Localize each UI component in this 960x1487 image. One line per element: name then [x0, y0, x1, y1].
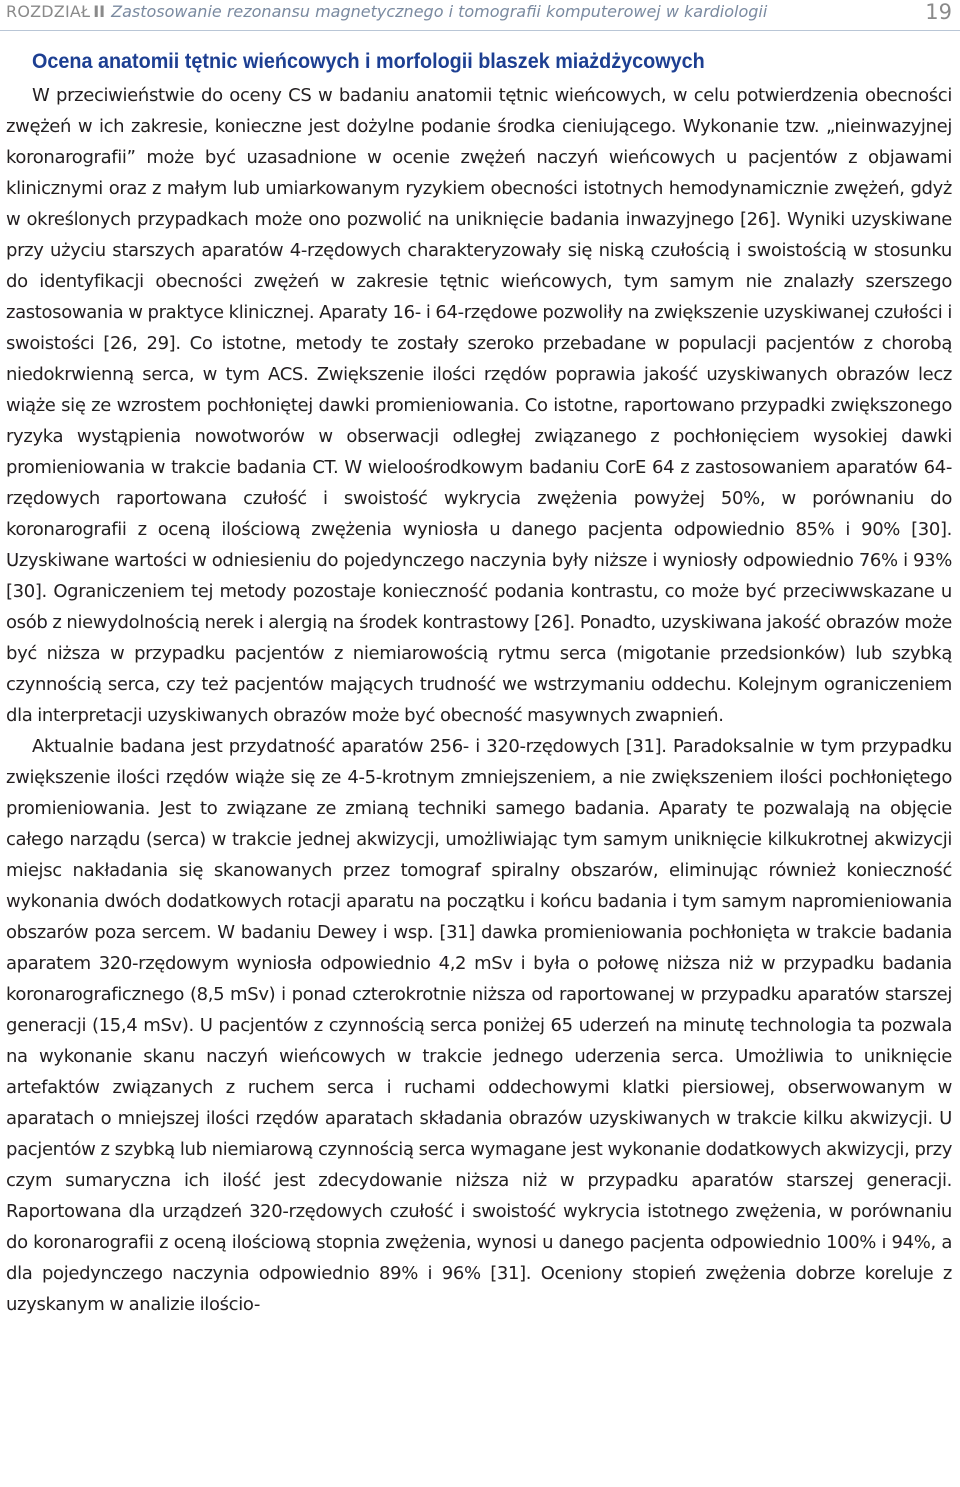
paragraph-1: W przeciwieństwie do oceny CS w badaniu anatomii tętnic wieńcowych, w celu potwierdzenia obecności zwężeń w ich zakresie, konieczne jest dożylne podanie środka cieniującego. Wykonanie tzw. „nieinwazyjnej koronarografii” może być uzasadnione w ocenie zwężeń naczyń wieńcowych u pacjentów z objawami klinicznymi oraz z małym lub umiarkowanym ryzykiem obecności istotnych hemodynamicznie zwężeń, gdyż w określonych przypadkach może ono pozwolić na uniknięcie badania inwazyjnego [26]. Wyniki uzyskiwane przy użyciu starszych aparatów 4-rzędowych charakteryzowały się niską czułością i swoistością w stosunku do identyfikacji obecności zwężeń w zakresie tętnic wieńcowych, tym samym nie znalazły szerszego zastosowania w praktyce klinicznej. Aparaty 16- i 64-rzędowe pozwoliły na zwiększenie uzyskiwanej czułości i swoistości [26, 29]. Co istotne, metody te zostały szeroko przebadane w populacji pacjentów z chorobą niedokrwienną serca, w tym ACS. Zwiększenie ilości rzędów poprawia jakość uzyskiwanych obrazów lecz wiąże się ze wzrostem pochłoniętej dawki promieniowania. Co istotne, raportowano przypadki zwiększonego ryzyka wystąpienia nowotworów w obserwacji odległej związanego z pochłonięciem wysokiej dawki promieniowania w trakcie badania CT. W wieloośrodkowym badaniu CorE 64 z zastosowaniem aparatów 64-rzędowych raportowana czułość i swoistość wykrycia zwężenia powyżej 50%, w porównaniu do koronarografii z oceną ilościową zwężenia wyniosła u danego pacjenta odpowiednio 85% i 90% [30]. Uzyskiwane wartości w odniesieniu do pojedynczego naczynia były niższe i wyniosły odpowiednio 76% i 93% [30]. Ograniczeniem tej metody pozostaje konieczność podania kontrastu, co może być przeciwwskazane u osób z niewydolnością nerek i alergią na środek kontrastowy [26]. Ponadto, uzyskiwana jakość obrazów może być niższa w przypadku pacjentów z niemiarowością rytmu serca (migotanie przedsionków) lub szybką czynnością serca, czy też pacjentów mających trudność we wstrzymaniu oddechu. Kolejnym ograniczeniem dla interpretacji uzyskiwanych obrazów może być obecność masywnych zwapnień. [6, 84, 952, 726]
running-title: Zastosowanie rezonansu magnetycznego i tomografii komputerowej w kardiologii [111, 2, 768, 21]
article-body [6, 48, 952, 1320]
chapter-number: II [93, 2, 106, 21]
header-left [6, 2, 767, 21]
section-heading: Ocena anatomii tętnic wieńcowych i morfologii blaszek miażdżycowych [32, 49, 705, 73]
running-header [0, 0, 960, 30]
paragraph-2: Aktualnie badana jest przydatność aparatów 256- i 320-rzędowych [31]. Paradoksalnie w tym przypadku zwiększenie ilości rzędów wiąże się ze 4-5-krotnym zmniejszeniem, a nie zwiększeniem ilości pochłoniętego promieniowania. Jest to związane ze zmianą techniki samego badania. Aparaty te pozwalają na objęcie całego narządu (serca) w trakcie jednej akwizycji, umożliwiając tym samym uniknięcie kilkukrotnej akwizycji miejsc nakładania się skanowanych przez tomograf spiralny obszarów, eliminując również konieczność wykonania dwóch dodatkowych rotacji aparatu na początku i końcu badania i tym samym napromieniowania obszarów poza sercem. W badaniu Dewey i wsp. [31] dawka promieniowania pochłonięta w trakcie badania aparatem 320-rzędowym wyniosła odpowiednio 4,2 mSv i była o połowę niższa niż w przypadku badania koronarograficznego (8,5 mSv) i ponad czterokrotnie niższa od raportowanej w przypadku aparatów starszej generacji (15,4 mSv). U pacjentów z czynnością serca poniżej 65 uderzeń na minutę technologia ta pozwala na wykonanie skanu naczyń wieńcowych w trakcie jednego uderzenia serca. Umożliwia to uniknięcie artefaktów związanych z ruchem serca i ruchami oddechowymi klatki piersiowej, obserwowanym w aparatach o mniejszej ilości rzędów aparatach składania obrazów uzyskiwanych w trakcie kilku akwizycji. U pacjentów z szybką lub niemiarową czynnością serca wymagane jest wykonanie dodatkowych akwizycji, przy czym sumaryczna ich ilość jest zdecydowanie niższa niż w przypadku aparatów starszej generacji. Raportowana dla urządzeń 320-rzędowych czułość i swoistość wykrycia istotnego zwężenia, w porównaniu do koronarografii z oceną ilościową stopnia zwężenia, wynosi u danego pacjenta odpowiednio 100% i 94%, a dla pojedynczego naczynia odpowiednio 89% i 96% [31]. Oceniony stopień zwężenia dobrze koreluje z uzyskanym w analizie ilościo- [6, 735, 952, 1315]
page-number: 19 [925, 0, 952, 24]
header-divider [0, 30, 960, 31]
chapter-label: ROZDZIAŁ [6, 2, 91, 21]
